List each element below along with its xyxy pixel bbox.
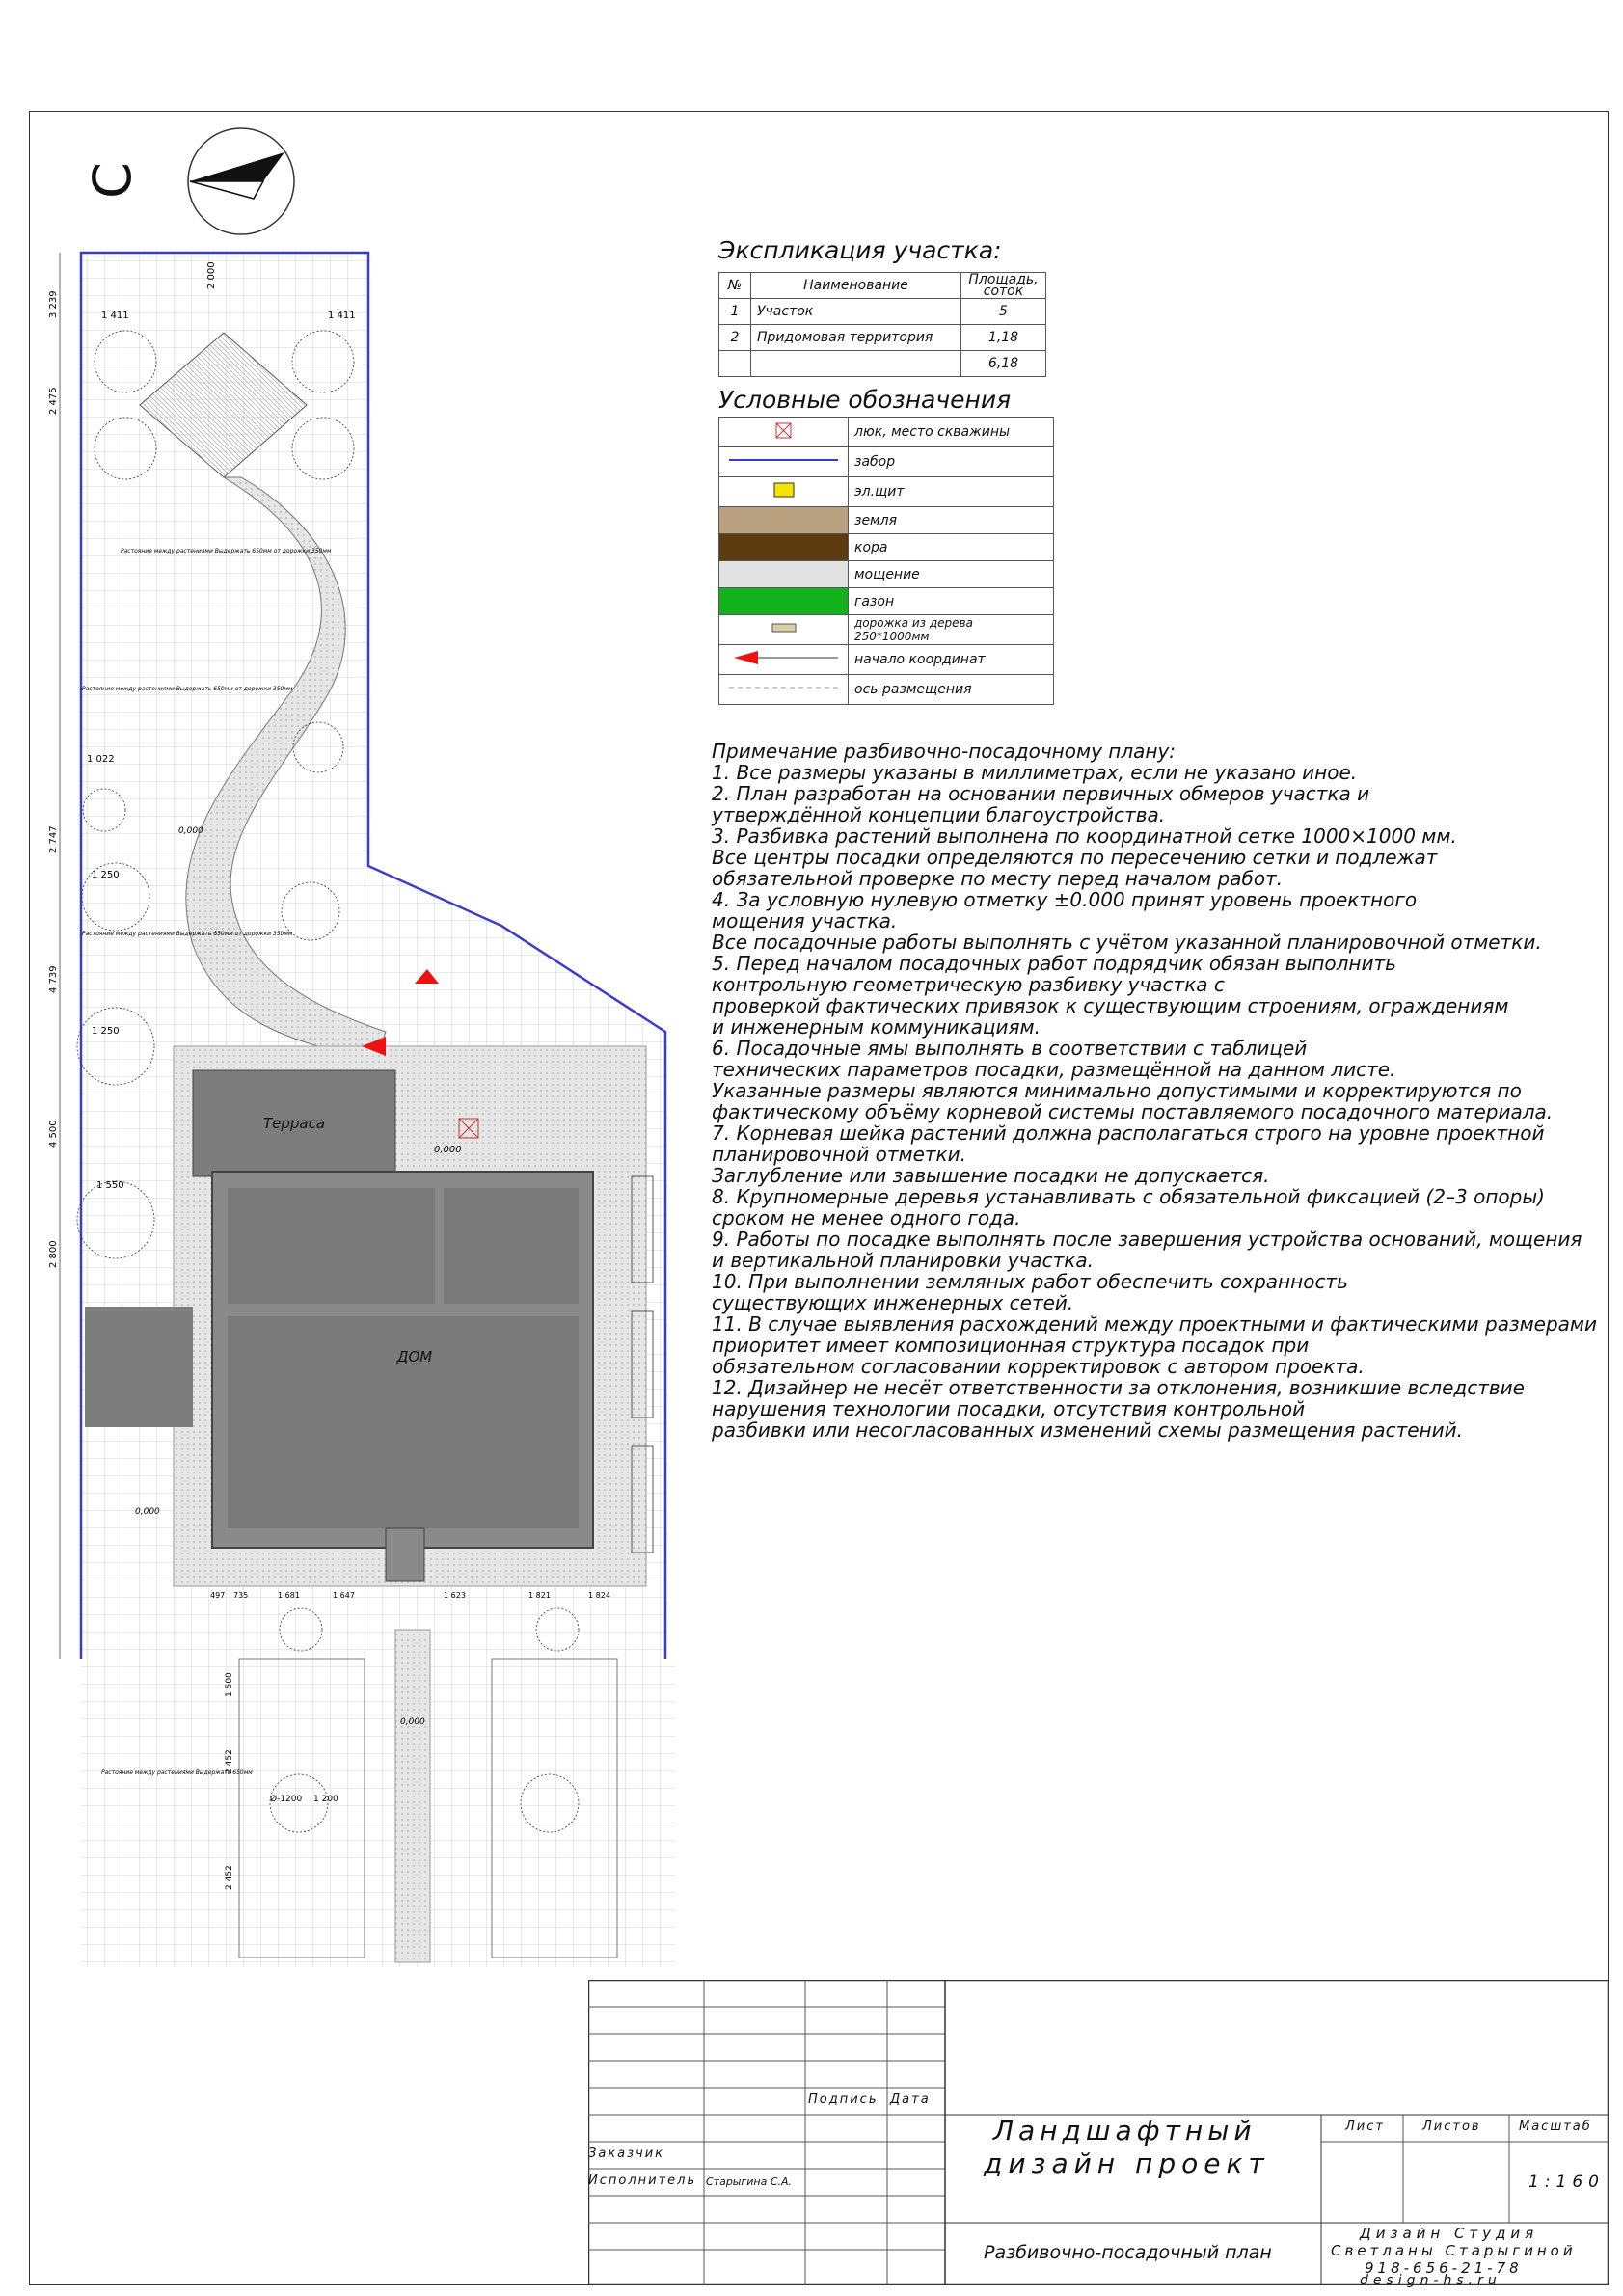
note-line: Заглубление или завышение посадки не допускается. — [712, 1164, 1270, 1187]
legend-label: забор — [849, 447, 1054, 477]
paving-fill — [719, 561, 849, 588]
note-line: Примечание разбивочно-посадочному плану: — [712, 740, 1177, 763]
exp-cell — [719, 351, 751, 377]
note-line: проверкой фактических привязок к существующим строениям, ограждениям — [712, 994, 1509, 1017]
exp-cell: Участок — [751, 299, 961, 325]
note-line: контрольную геометрическую разбивку участка с — [712, 973, 1225, 996]
garden-dim-3: 2 452 — [225, 1865, 234, 1890]
note-line: нарушения технологии посадки, отсутствия контрольной — [712, 1397, 1306, 1420]
lawn-fill — [719, 588, 849, 615]
sheet-label: Лист — [1345, 2120, 1385, 2134]
yard-level-label: 0,000 — [135, 1507, 160, 1517]
note-line: 8. Крупномерные деревья устанавливать с обязательной фиксацией (2–3 опоры) — [712, 1185, 1545, 1208]
note-line: и вертикальной планировки участка. — [712, 1249, 1094, 1272]
spacing-note-2: Растояние между растениями Выдержать 650мм от дорожки 350мм — [82, 686, 293, 692]
dim-offset-1: 1 022 — [87, 754, 115, 765]
bottom-dim-2: 735 — [233, 1591, 249, 1600]
note-line: разбивки или несогласованных изменений схемы размещения растений. — [712, 1418, 1463, 1442]
legend-label: ось размещения — [849, 675, 1054, 705]
legend-label: кора — [849, 534, 1054, 561]
terrace-label: Терраса — [262, 1115, 326, 1132]
bark-fill — [719, 534, 849, 561]
bottom-dim-1: 497 — [210, 1591, 226, 1600]
note-line: 7. Корневая шейка растений должна располагаться строго на уровне проектной — [712, 1121, 1545, 1145]
date-label: Дата — [890, 2093, 931, 2107]
origin-arrow — [719, 645, 849, 675]
note-line: 6. Посадочные ямы выполнять в соответствии с таблицей — [712, 1037, 1308, 1060]
legend-label: эл.щит — [849, 477, 1054, 507]
manhole-icon — [719, 418, 849, 447]
note-line: 11. В случае выявления расхождений между проектными и фактическими размерами — [712, 1312, 1598, 1336]
note-line: Указанные размеры являются минимально допустимыми и корректируются по — [712, 1079, 1522, 1102]
legend-label: люк, место скважины — [849, 418, 1054, 447]
scale-value: 1:160 — [1528, 2173, 1605, 2192]
bottom-dim-4: 1 647 — [333, 1591, 355, 1600]
spacing-note-1: Растояние между растениями Выдержать 650мм от дорожки 350мм — [121, 548, 332, 554]
note-line: 10. При выполнении земляных работ обеспечить сохранность — [712, 1270, 1348, 1293]
note-line: мощения участка. — [712, 909, 898, 932]
planting-notes — [712, 741, 1609, 1441]
note-line: обязательной проверке по месту перед началом работ. — [712, 867, 1284, 890]
bottom-dim-6: 1 821 — [528, 1591, 551, 1600]
spacing-note-3: Растояние между растениями Выдержать 650мм от дорожки 350мм — [82, 931, 293, 937]
title-block — [588, 1980, 1609, 2288]
legend-label: начало координат — [849, 645, 1054, 675]
dim-top-1: 1 411 — [101, 311, 129, 321]
legend-table — [718, 417, 1054, 705]
dim-left-3: 2 747 — [48, 825, 59, 853]
bottom-dim-7: 1 824 — [588, 1591, 610, 1600]
dim-offset-3: 1 250 — [92, 1026, 120, 1037]
customer-label: Заказчик — [588, 2147, 665, 2161]
path-level-label: 0,000 — [178, 826, 203, 836]
axis-dashed-line — [719, 675, 849, 705]
note-line: 12. Дизайнер не несёт ответственности за отклонения, возникшие вследствие — [712, 1376, 1525, 1399]
drawing-name: Разбивочно-посадочный план — [984, 2242, 1272, 2263]
exp-header-num: № — [719, 273, 751, 299]
note-line: обязательном согласовании корректировок с автором проекта. — [712, 1355, 1365, 1378]
garden-dim-5: Ø-1200 — [270, 1795, 303, 1804]
bottom-dim-3: 1 681 — [278, 1591, 300, 1600]
executor-label: Исполнитель — [588, 2174, 697, 2188]
executor-name: Старыгина С.А. — [706, 2175, 793, 2188]
note-line: 1. Все размеры указаны в миллиметрах, если не указано иное. — [712, 761, 1358, 784]
site-plan — [39, 231, 685, 1967]
dim-left-6: 2 800 — [48, 1240, 59, 1268]
dim-left-5: 4 500 — [48, 1120, 59, 1148]
sheets-label: Листов — [1422, 2120, 1481, 2134]
note-line: технических параметров посадки, размещённой на данном листе. — [712, 1058, 1396, 1081]
project-title-line-2: дизайн проект — [984, 2147, 1270, 2179]
garden-dim-1: 1 500 — [225, 1672, 234, 1697]
exp-cell: 5 — [961, 299, 1046, 325]
north-letter: С — [81, 162, 143, 199]
studio-phone: 918-656-21-78 — [1365, 2259, 1523, 2277]
dim-top-3: 1 411 — [328, 311, 356, 321]
note-line: приоритет имеет композиционная структура посадок при — [712, 1334, 1310, 1357]
garden-dim-4: 1 200 — [313, 1795, 338, 1804]
electric-panel — [719, 477, 849, 507]
note-line: и инженерным коммуникациям. — [712, 1015, 1041, 1039]
exp-cell: 6,18 — [961, 351, 1046, 377]
dim-top-2: 2 000 — [206, 261, 217, 289]
studio-site: design-hs.ru — [1360, 2273, 1501, 2288]
legend-label: газон — [849, 588, 1054, 615]
note-line: Все посадочные работы выполнять с учётом указанной планировочной отметки. — [712, 931, 1542, 954]
legend-label: земля — [849, 507, 1054, 534]
exp-cell: 1,18 — [961, 325, 1046, 351]
exp-cell: Придомовая территория — [751, 325, 961, 351]
bottom-dim-5: 1 623 — [444, 1591, 466, 1600]
exp-cell: 1 — [719, 299, 751, 325]
note-line: Все центры посадки определяются по пересечению сетки и подлежат — [712, 846, 1438, 869]
project-title-line-1: Ландшафтный — [993, 2115, 1257, 2147]
note-line: 5. Перед началом посадочных работ подрядчик обязан выполнить — [712, 952, 1396, 975]
fence-line — [719, 447, 849, 477]
note-line: 9. Работы по посадке выполнять после завершения устройства оснований, мощения — [712, 1228, 1582, 1251]
note-line: 3. Разбивка растений выполнена по координатной сетке 1000×1000 мм. — [712, 824, 1457, 848]
legend-label: мощение — [849, 561, 1054, 588]
note-line: утверждённой концепции благоустройства. — [712, 803, 1166, 826]
exp-cell — [751, 351, 961, 377]
garden-dim-2: 2 452 — [225, 1749, 234, 1774]
dim-left-2: 2 475 — [48, 387, 59, 415]
spacing-note-4: Растояние между растениями Выдержать 650мм — [101, 1769, 253, 1776]
studio-name-1: Дизайн Студия — [1360, 2225, 1539, 2242]
exp-header-area: Площадь, соток — [961, 273, 1046, 299]
note-line: фактическому объёму корневой системы поставляемого посадочного материала. — [712, 1100, 1554, 1123]
legend-label: дорожка из дерева 250*1000мм — [849, 615, 1054, 645]
exp-header-name: Наименование — [751, 273, 961, 299]
wood-path — [719, 615, 849, 645]
walk-level-label: 0,000 — [400, 1717, 425, 1727]
explication-table — [718, 272, 1046, 377]
dim-left-4: 4 739 — [48, 965, 59, 993]
note-line: планировочной отметки. — [712, 1143, 966, 1166]
studio-name-2: Светланы Старыгиной — [1331, 2242, 1577, 2259]
dim-offset-4: 1 550 — [96, 1180, 124, 1191]
legend-title: Условные обозначения — [718, 386, 1012, 414]
scale-label: Масштаб — [1519, 2120, 1592, 2134]
level-label: 0,000 — [434, 1145, 462, 1155]
exp-cell: 2 — [719, 325, 751, 351]
signature-label: Подпись — [808, 2093, 879, 2107]
dim-offset-2: 1 250 — [92, 870, 120, 880]
house-label: ДОМ — [396, 1348, 433, 1365]
dim-left-1: 3 239 — [48, 290, 59, 318]
note-line: 2. План разработан на основании первичных обмеров участка и — [712, 782, 1370, 805]
note-line: сроком не менее одного года. — [712, 1206, 1021, 1229]
soil-fill — [719, 507, 849, 534]
note-line: 4. За условную нулевую отметку ±0.000 принят уровень проектного — [712, 888, 1418, 911]
explication-title: Экспликация участка: — [718, 236, 1002, 264]
note-line: существующих инженерных сетей. — [712, 1291, 1074, 1314]
